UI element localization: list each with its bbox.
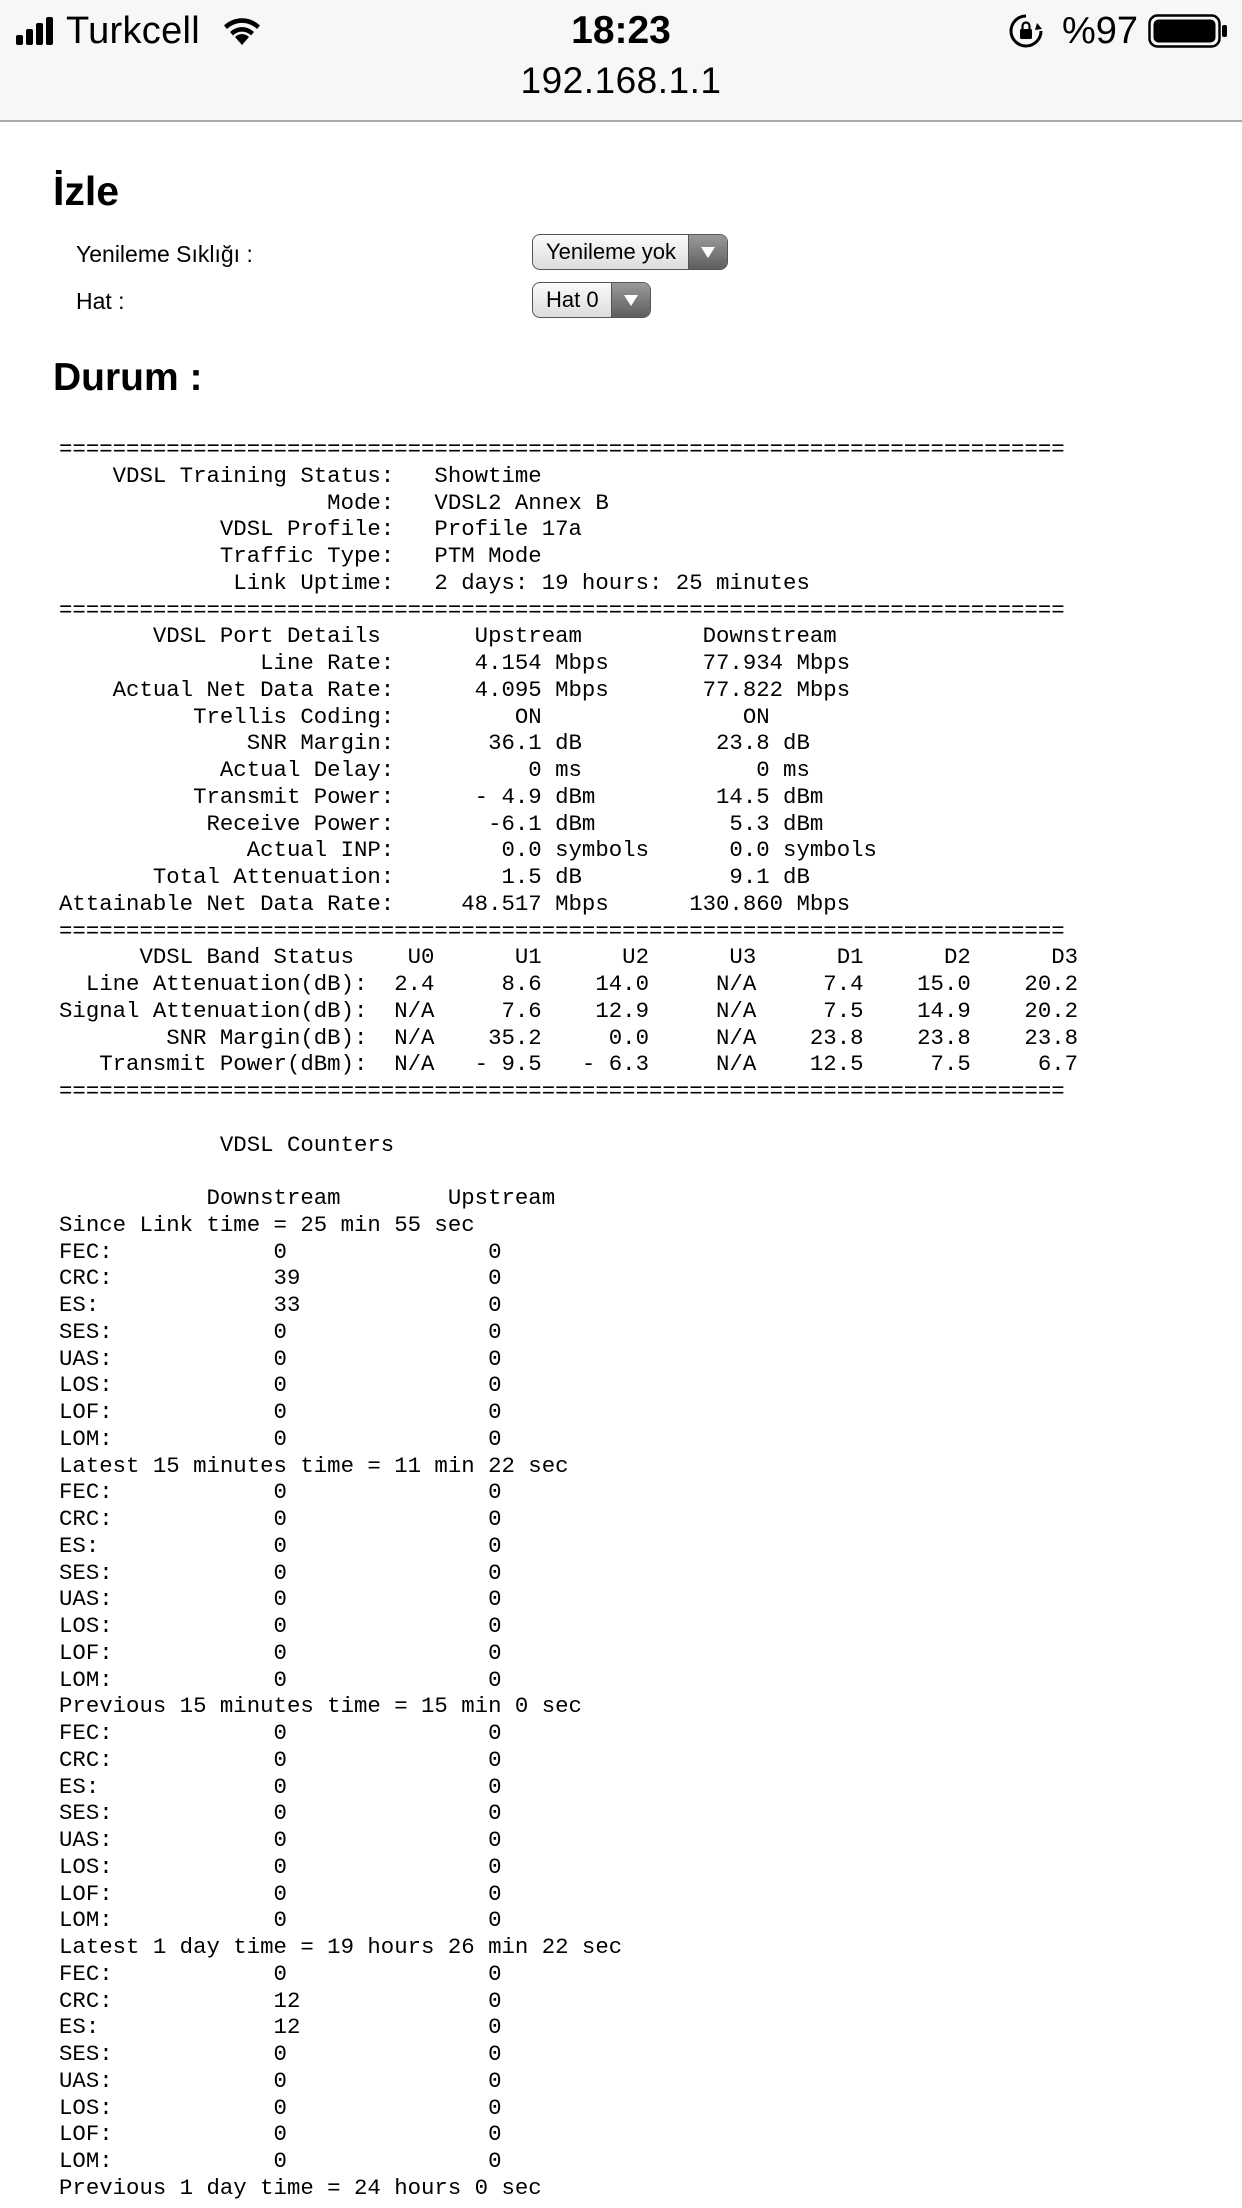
status-report-line: Signal Attenuation(dB): N/A 7.6 12.9 N/A 7.5 14.9 20.2 xyxy=(59,997,1079,1024)
status-report-line: VDSL Port Details Upstream Downstream xyxy=(59,623,837,650)
status-report-line: LOM: 0 0 xyxy=(59,1425,502,1452)
status-report-line: Trellis Coding: ON ON xyxy=(59,703,770,730)
status-report-line: LOS: 0 0 xyxy=(59,2094,502,2121)
status-report-line: =========================================================================== xyxy=(59,436,1065,462)
line-selected-value: Hat 0 xyxy=(546,287,599,312)
status-report-line: Mode: VDSL2 Annex B xyxy=(59,489,609,516)
status-report-line: Latest 1 day time = 19 hours 26 min 22 sec xyxy=(59,1934,623,1960)
status-report-line: SES: 0 0 xyxy=(59,1318,502,1345)
status-report-line: LOS: 0 0 xyxy=(59,1613,502,1639)
battery-percentage: %97 xyxy=(1061,9,1138,52)
status-report-line: UAS: 0 0 xyxy=(59,1586,502,1613)
status-bar-right xyxy=(1008,6,1228,56)
status-report-line: UAS: 0 0 xyxy=(59,1345,502,1372)
dropdown-arrow-icon xyxy=(688,235,727,269)
status-report-line: Transmit Power(dBm): N/A - 9.5 - 6.3 N/A 12.5 7.5 6.7 xyxy=(59,1051,1079,1078)
status-report-line: ES: 0 0 xyxy=(59,1532,502,1559)
status-report-line: Link Uptime: 2 days: 19 hours: 25 minutes xyxy=(59,569,810,596)
status-report-line: UAS: 0 0 xyxy=(59,2067,502,2094)
status-report-line: LOM: 0 0 xyxy=(59,1907,502,1934)
refresh-rate-select[interactable] xyxy=(532,234,728,270)
refresh-rate-selected-value: Yenileme yok xyxy=(546,239,677,264)
status-report-line: CRC: 0 0 xyxy=(59,1506,502,1532)
status-report-line: FEC: 0 0 xyxy=(59,1720,502,1746)
orientation-lock-icon xyxy=(1008,13,1044,49)
browser-top-bar xyxy=(0,0,1242,122)
status-report-line: Previous 1 day time = 24 hours 0 sec xyxy=(59,2174,542,2201)
status-report-line: LOS: 0 0 xyxy=(59,1853,502,1880)
status-report-line: Attainable Net Data Rate: 48.517 Mbps 130.860 Mbps xyxy=(59,890,851,917)
status-report-line: =========================================================================== xyxy=(59,917,1065,944)
address-bar[interactable]: 192.168.1.1 xyxy=(520,60,722,101)
status-report-line: LOS: 0 0 xyxy=(59,1372,502,1399)
status-report-line: ES: 12 0 xyxy=(59,2014,502,2041)
status-report-line: SNR Margin(dB): N/A 35.2 0.0 N/A 23.8 23.8 23.8 xyxy=(59,1024,1079,1051)
status-report-line: Downstream Upstream xyxy=(59,1185,556,1211)
status-report-line xyxy=(59,1105,1078,1132)
status-report-line: Previous 15 minutes time = 15 min 0 sec xyxy=(59,1693,582,1720)
status-report-line: FEC: 0 0 xyxy=(59,1479,502,1506)
status-report-line: Latest 15 minutes time = 11 min 22 sec xyxy=(59,1452,569,1479)
status-report-line: Traffic Type: PTM Mode xyxy=(59,543,542,569)
status-report-line: LOF: 0 0 xyxy=(59,1399,502,1425)
status-report-line: ES: 0 0 xyxy=(59,1773,502,1800)
status-report-line: SES: 0 0 xyxy=(59,1559,502,1586)
status-report-line: UAS: 0 0 xyxy=(59,1827,502,1853)
status-report-line: CRC: 39 0 xyxy=(59,1265,502,1292)
status-report-line: SNR Margin: 36.1 dB 23.8 dB xyxy=(59,730,810,757)
status-report-line: FEC: 0 0 xyxy=(59,1238,502,1265)
status-report-line: LOM: 0 0 xyxy=(59,1666,502,1693)
status-report-line: Actual INP: 0.0 symbols 0.0 symbols xyxy=(59,837,877,864)
dropdown-arrow-icon xyxy=(611,283,650,317)
status-report-line: VDSL Training Status: Showtime xyxy=(59,462,542,489)
status-report-line: SES: 0 0 xyxy=(59,1800,502,1827)
vdsl-status-report xyxy=(59,436,1078,2202)
status-report-line: LOF: 0 0 xyxy=(59,1639,502,1666)
status-report-line: CRC: 12 0 xyxy=(59,1987,502,2014)
status-report-line: VDSL Profile: Profile 17a xyxy=(59,516,582,543)
status-title: Durum : xyxy=(53,356,203,399)
status-report-line: Since Link time = 25 min 55 sec xyxy=(59,1211,475,1238)
status-clock: 18:23 xyxy=(571,9,671,52)
status-report-line: VDSL Counters xyxy=(59,1131,395,1158)
carrier-name: Turkcell xyxy=(66,9,201,52)
status-report-line: LOF: 0 0 xyxy=(59,2121,502,2148)
page-title: İzle xyxy=(53,168,120,214)
line-label: Hat : xyxy=(76,288,125,314)
status-report-line: FEC: 0 0 xyxy=(59,1960,502,1987)
status-report-line: Receive Power: -6.1 dBm 5.3 dBm xyxy=(59,810,824,837)
status-report-line: Line Rate: 4.154 Mbps 77.934 Mbps xyxy=(59,650,851,676)
status-report-line: Actual Delay: 0 ms 0 ms xyxy=(59,757,810,783)
status-report-line: Transmit Power: - 4.9 dBm 14.5 dBm xyxy=(59,783,824,810)
battery-icon xyxy=(1148,14,1228,48)
status-report-line: LOF: 0 0 xyxy=(59,1880,502,1907)
status-report-line xyxy=(59,1158,1078,1185)
line-select[interactable] xyxy=(532,282,651,318)
status-report-line: Line Attenuation(dB): 2.4 8.6 14.0 N/A 7.4 15.0 20.2 xyxy=(59,971,1079,997)
status-report-line: ES: 33 0 xyxy=(59,1292,502,1318)
status-report-line: LOM: 0 0 xyxy=(59,2148,502,2174)
refresh-rate-label: Yenileme Sıklığı : xyxy=(76,241,253,267)
status-report-line: Actual Net Data Rate: 4.095 Mbps 77.822 Mbps xyxy=(59,676,851,703)
status-report-line: =========================================================================== xyxy=(59,1078,1065,1104)
status-report-line: SES: 0 0 xyxy=(59,2041,502,2067)
status-report-line: VDSL Band Status U0 U1 U2 U3 D1 D2 D3 xyxy=(59,944,1079,971)
status-report-line: Total Attenuation: 1.5 dB 9.1 dB xyxy=(59,864,810,890)
status-report-line: CRC: 0 0 xyxy=(59,1746,502,1773)
status-report-line: =========================================================================== xyxy=(59,596,1065,623)
